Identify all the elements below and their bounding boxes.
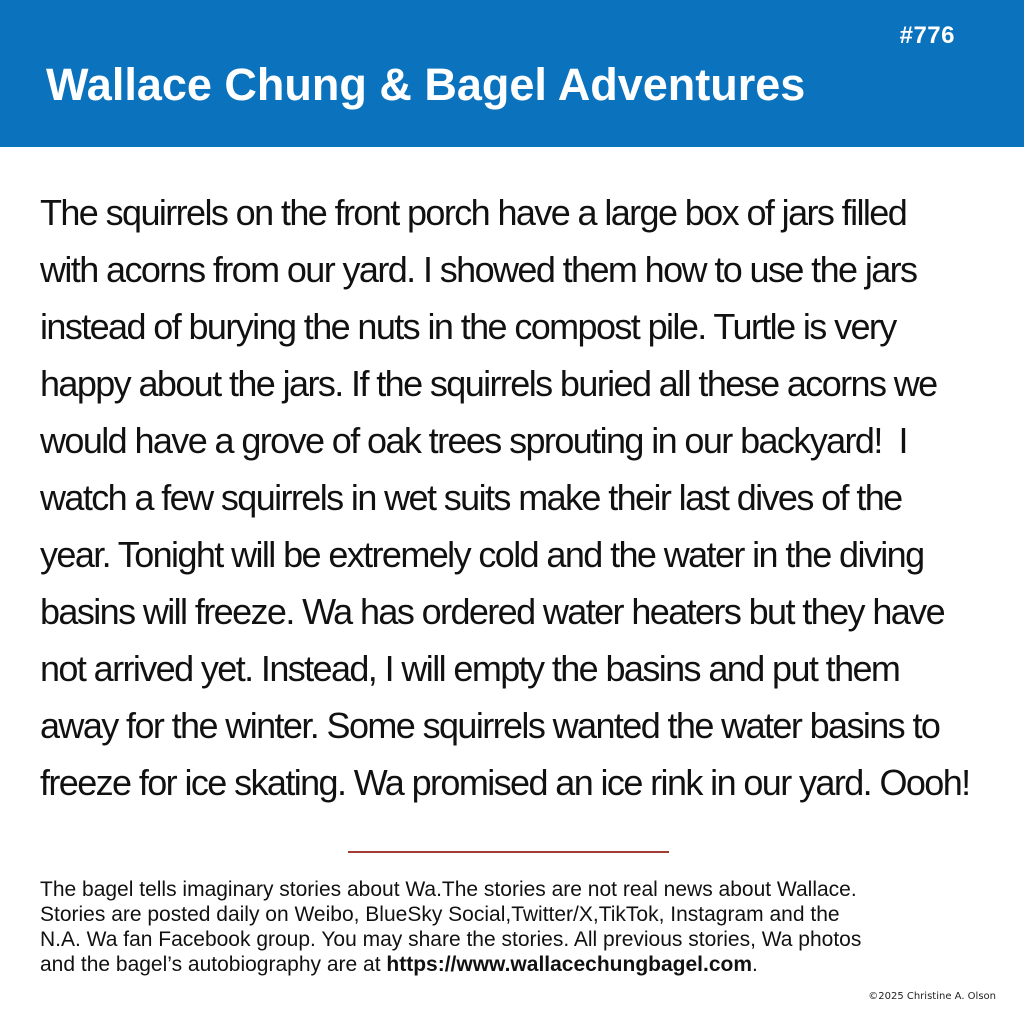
- story-line: would have a grove of oak trees sprouting in our backyard! I: [40, 420, 907, 461]
- issue-number: #776: [899, 22, 955, 49]
- footer-line: Stories are posted daily on Weibo, BlueSky Social,Twitter/X,TikTok, Instagram and the: [40, 903, 840, 926]
- story-line: with acorns from our yard. I showed them how to use the jars: [40, 249, 917, 290]
- story-line: watch a few squirrels in wet suits make their last dives of the: [40, 477, 902, 518]
- footer-line-suffix: .: [752, 953, 758, 976]
- story-text: [40, 184, 1000, 811]
- section-divider: [348, 851, 669, 853]
- story-line: away for the winter. Some squirrels wanted the water basins to: [40, 705, 940, 746]
- story-line: instead of burying the nuts in the compost pile. Turtle is very: [40, 306, 896, 347]
- story-line: basins will freeze. Wa has ordered water heaters but they have: [40, 591, 944, 632]
- footer-line: The bagel tells imaginary stories about Wa.The stories are not real news about Wallace.: [40, 878, 857, 901]
- footer-line: [40, 952, 1000, 977]
- story-line: year. Tonight will be extremely cold and the water in the diving: [40, 534, 924, 575]
- footer-line: N.A. Wa fan Facebook group. You may share the stories. All previous stories, Wa photos: [40, 928, 862, 951]
- story-line: freeze for ice skating. Wa promised an ice rink in our yard. Oooh!: [40, 762, 970, 803]
- copyright-notice: ©2025 Christine A. Olson: [868, 991, 996, 1002]
- footer-disclaimer: [40, 877, 1000, 977]
- header-banner: [0, 0, 1024, 147]
- website-link[interactable]: https://www.wallacechungbagel.com: [386, 953, 753, 976]
- story-line: The squirrels on the front porch have a large box of jars filled: [40, 192, 907, 233]
- story-line: not arrived yet. Instead, I will empty the basins and put them: [40, 648, 900, 689]
- story-line: happy about the jars. If the squirrels buried all these acorns we: [40, 363, 937, 404]
- page-title: Wallace Chung & Bagel Adventures: [46, 59, 806, 110]
- footer-line-prefix: and the bagel’s autobiography are at: [40, 953, 387, 976]
